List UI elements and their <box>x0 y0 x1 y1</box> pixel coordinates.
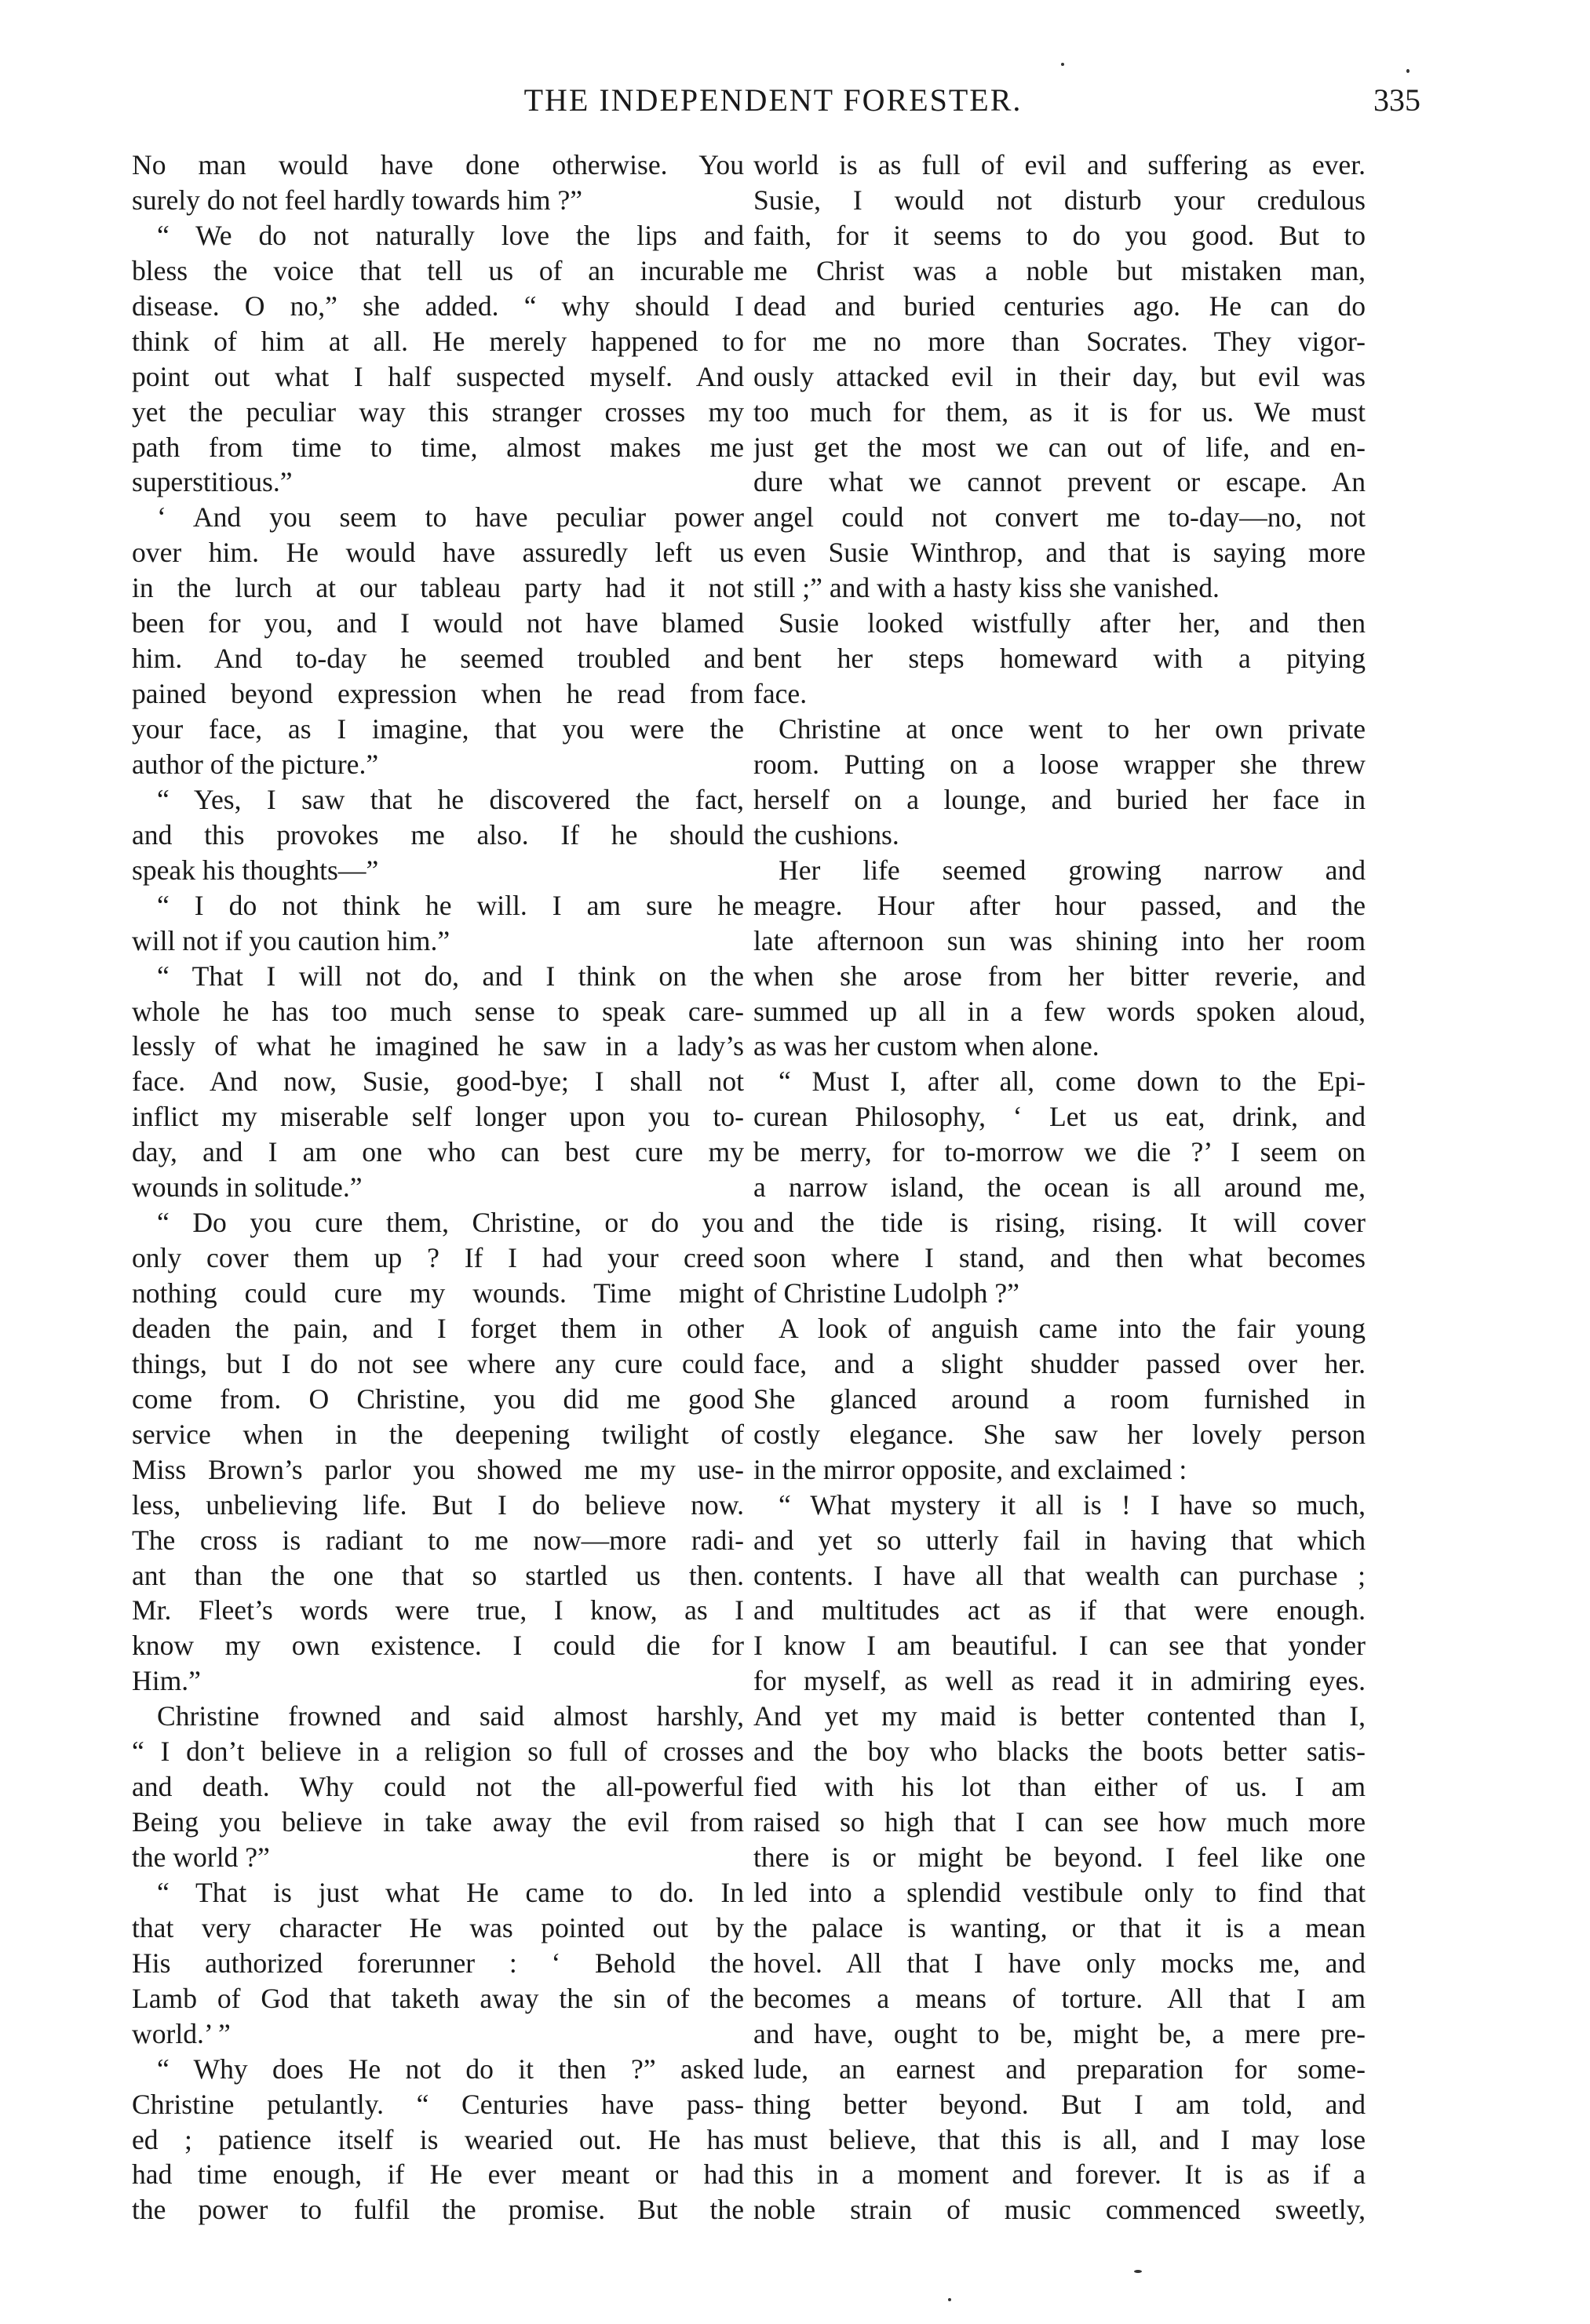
text-line: Susie looked wistfully after her, and then <box>779 607 1366 639</box>
text-line: And yet my maid is better contented than I, <box>753 1700 1366 1732</box>
text-line: disease. O no,” she added. “ why should I <box>132 290 744 322</box>
text-line: less, unbelieving life. But I do believe now. <box>132 1488 744 1521</box>
text-line: Miss Brown’s parlor you showed me my use- <box>132 1453 744 1485</box>
text-line: lessly of what he imagined he saw in a lady’s <box>132 1030 744 1062</box>
text-line: “ What mystery it all is ! I have so much, <box>779 1488 1366 1521</box>
running-header <box>126 82 1420 129</box>
text-line: me Christ was a noble but mistaken man, <box>753 254 1366 286</box>
text-line: meagre. Hour after hour passed, and the <box>753 889 1366 921</box>
text-line: bless the voice that tell us of an incurable <box>132 254 744 286</box>
text-line: over him. He would have assuredly left us <box>132 537 744 569</box>
text-line: think of him at all. He merely happened to <box>132 325 744 357</box>
text-line: deaden the pain, and I forget them in other <box>132 1312 744 1344</box>
text-line: thing better beyond. But I am told, and <box>753 2088 1366 2120</box>
scan-speck <box>1406 69 1409 73</box>
text-line: bent her steps homeward with a pitying <box>753 643 1366 675</box>
text-line: Christine at once went to her own private <box>779 713 1366 745</box>
text-line: dead and buried centuries ago. He can do <box>753 290 1366 322</box>
text-line: day, and I am one who can best cure my <box>132 1136 744 1168</box>
text-line: noble strain of music commenced sweetly, <box>753 2194 1366 2226</box>
text-line: point out what I half suspected myself. And <box>132 360 744 392</box>
text-line: ant than the one that so startled us then. <box>132 1559 744 1591</box>
text-line: No man would have done otherwise. You <box>132 149 744 180</box>
text-line: in the lurch at our tableau party had it not <box>132 572 744 604</box>
text-line: wounds in solitude.” <box>132 1171 363 1204</box>
text-line: must believe, that this is all, and I may lose <box>753 2123 1366 2155</box>
scan-speck <box>1134 2270 1142 2273</box>
text-line: ed ; patience itself is wearied out. He has <box>132 2123 744 2155</box>
text-line: The cross is radiant to me now—more radi- <box>132 1524 744 1556</box>
text-line: “ Do you cure them, Christine, or do you <box>157 1207 744 1239</box>
text-line: even Susie Winthrop, and that is saying more <box>753 537 1366 569</box>
text-line: world is as full of evil and suffering as ever. <box>753 149 1366 180</box>
text-line: been for you, and I would not have blamed <box>132 607 744 639</box>
text-line: lude, an earnest and preparation for some- <box>753 2053 1366 2085</box>
text-line: and death. Why could not the all-powerful <box>132 1771 744 1803</box>
text-line: and multitudes act as if that were enough. <box>753 1594 1366 1626</box>
text-line: She glanced around a room furnished in <box>753 1382 1366 1415</box>
text-line: just get the most we can out of life, and en- <box>753 431 1366 463</box>
text-line: come from. O Christine, you did me good <box>132 1382 744 1415</box>
text-line: and the tide is rising, rising. It will cover <box>753 1207 1366 1239</box>
text-line: will not if you caution him.” <box>132 924 450 956</box>
text-line: Christine frowned and said almost harshly, <box>157 1700 744 1732</box>
text-line: “ Yes, I saw that he discovered the fact, <box>157 783 744 815</box>
text-line: superstitious.” <box>132 466 293 498</box>
text-line: for myself, as well as read it in admiring eyes. <box>753 1665 1366 1697</box>
text-line: “ I don’t believe in a religion so full of crosses <box>132 1736 744 1768</box>
text-line: world.’ ” <box>132 2017 231 2049</box>
scan-speck <box>1061 63 1064 66</box>
text-line: pained beyond expression when he read from <box>132 678 744 710</box>
text-line: “ I do not think he will. I am sure he <box>157 889 744 921</box>
text-line: him. And to-day he seemed troubled and <box>132 643 744 675</box>
text-line: face. <box>753 678 808 710</box>
text-line: had time enough, if He ever meant or had <box>132 2158 744 2191</box>
text-line: service when in the deepening twilight of <box>132 1418 744 1450</box>
text-line: as was her custom when alone. <box>753 1030 1100 1062</box>
text-line: dure what we cannot prevent or escape. An <box>753 466 1366 498</box>
text-line: know my own existence. I could die for <box>132 1630 744 1662</box>
text-line: I know I am beautiful. I can see that yonder <box>753 1630 1366 1662</box>
text-line: fied with his lot than either of us. I am <box>753 1771 1366 1803</box>
text-line: soon where I stand, and then what becomes <box>753 1242 1366 1274</box>
text-line: summed up all in a few words spoken aloud, <box>753 995 1366 1027</box>
text-line: the palace is wanting, or that it is a mean <box>753 1911 1366 1943</box>
text-line: Mr. Fleet’s words were true, I know, as I <box>132 1594 744 1626</box>
text-line: and the boy who blacks the boots better satis- <box>753 1736 1366 1768</box>
text-line: be merry, for to-morrow we die ?’ I seem on <box>753 1136 1366 1168</box>
text-line: Lamb of God that taketh away the sin of the <box>132 1982 744 2014</box>
text-line: costly elegance. She saw her lovely person <box>753 1418 1366 1450</box>
left-column <box>132 148 744 2227</box>
text-line: a narrow island, the ocean is all around me, <box>753 1171 1366 1204</box>
text-line: faith, for it seems to do you good. But to <box>753 219 1366 251</box>
text-line: things, but I do not see where any cure could <box>132 1347 744 1379</box>
right-column <box>753 148 1366 2227</box>
text-line: Being you believe in take away the evil from <box>132 1806 744 1838</box>
text-line: and have, ought to be, might be, a mere pre- <box>753 2017 1366 2049</box>
text-line: angel could not convert me to-day—no, not <box>753 501 1366 534</box>
text-line: the world ?” <box>132 1841 270 1873</box>
text-line: nothing could cure my wounds. Time might <box>132 1277 744 1309</box>
text-line: the cushions. <box>753 818 899 851</box>
text-line: there is or might be beyond. I feel like one <box>753 1841 1366 1873</box>
text-line: Him.” <box>132 1665 201 1697</box>
text-line: inflict my miserable self longer upon you to- <box>132 1101 744 1133</box>
text-line: speak his thoughts—” <box>132 854 379 886</box>
scan-speck <box>948 2298 951 2301</box>
text-line: in the mirror opposite, and exclaimed : <box>753 1453 1187 1485</box>
text-line: ‘ And you seem to have peculiar power <box>157 501 744 534</box>
text-line: path from time to time, almost makes me <box>132 431 744 463</box>
text-line: when she arose from her bitter reverie, and <box>753 960 1366 992</box>
text-line: and yet so utterly fail in having that which <box>753 1524 1366 1556</box>
text-line: raised so high that I can see how much more <box>753 1806 1366 1838</box>
text-line: Christine petulantly. “ Centuries have pass- <box>132 2088 744 2120</box>
text-line: face, and a slight shudder passed over her. <box>753 1347 1366 1379</box>
text-line: yet the peculiar way this stranger crosses my <box>132 395 744 428</box>
text-line: this in a moment and forever. It is as if a <box>753 2158 1366 2191</box>
text-line: author of the picture.” <box>132 748 379 780</box>
text-line: “ That is just what He came to do. In <box>157 1876 744 1908</box>
page-number: 335 <box>1373 82 1420 118</box>
text-line: ously attacked evil in their day, but evil was <box>753 360 1366 392</box>
text-line: “ Why does He not do it then ?” asked <box>157 2053 744 2085</box>
text-line: A look of anguish came into the fair young <box>779 1312 1366 1344</box>
text-line: room. Putting on a loose wrapper she threw <box>753 748 1366 780</box>
text-line: “ We do not naturally love the lips and <box>157 219 744 251</box>
journal-title: THE INDEPENDENT FORESTER. <box>523 82 1023 118</box>
text-line: “ Must I, after all, come down to the Epi- <box>779 1065 1366 1098</box>
text-line: Her life seemed growing narrow and <box>779 854 1366 886</box>
text-line: only cover them up ? If I had your creed <box>132 1242 744 1274</box>
text-line: surely do not feel hardly towards him ?” <box>132 184 583 216</box>
text-line: too much for them, as it is for us. We must <box>753 395 1366 428</box>
text-line: hovel. All that I have only mocks me, and <box>753 1947 1366 1979</box>
text-line: “ That I will not do, and I think on the <box>157 960 744 992</box>
text-line: late afternoon sun was shining into her room <box>753 924 1366 956</box>
text-line: face. And now, Susie, good-bye; I shall not <box>132 1065 744 1098</box>
text-line: and this provokes me also. If he should <box>132 818 744 851</box>
text-line: for me no more than Socrates. They vigor- <box>753 325 1366 357</box>
text-line: His authorized forerunner : ‘ Behold the <box>132 1947 744 1979</box>
text-line: contents. I have all that wealth can purchase ; <box>753 1559 1366 1591</box>
text-line: led into a splendid vestibule only to find that <box>753 1876 1366 1908</box>
text-line: Susie, I would not disturb your credulous <box>753 184 1366 216</box>
text-line: whole he has too much sense to speak care- <box>132 995 744 1027</box>
text-line: the power to fulfil the promise. But the <box>132 2194 744 2226</box>
text-line: curean Philosophy, ‘ Let us eat, drink, and <box>753 1101 1366 1133</box>
text-line: becomes a means of torture. All that I am <box>753 1982 1366 2014</box>
text-line: of Christine Ludolph ?” <box>753 1277 1019 1309</box>
text-line: still ;” and with a hasty kiss she vanished. <box>753 572 1220 604</box>
text-line: that very character He was pointed out by <box>132 1911 744 1943</box>
text-line: your face, as I imagine, that you were the <box>132 713 744 745</box>
text-line: herself on a lounge, and buried her face in <box>753 783 1366 815</box>
